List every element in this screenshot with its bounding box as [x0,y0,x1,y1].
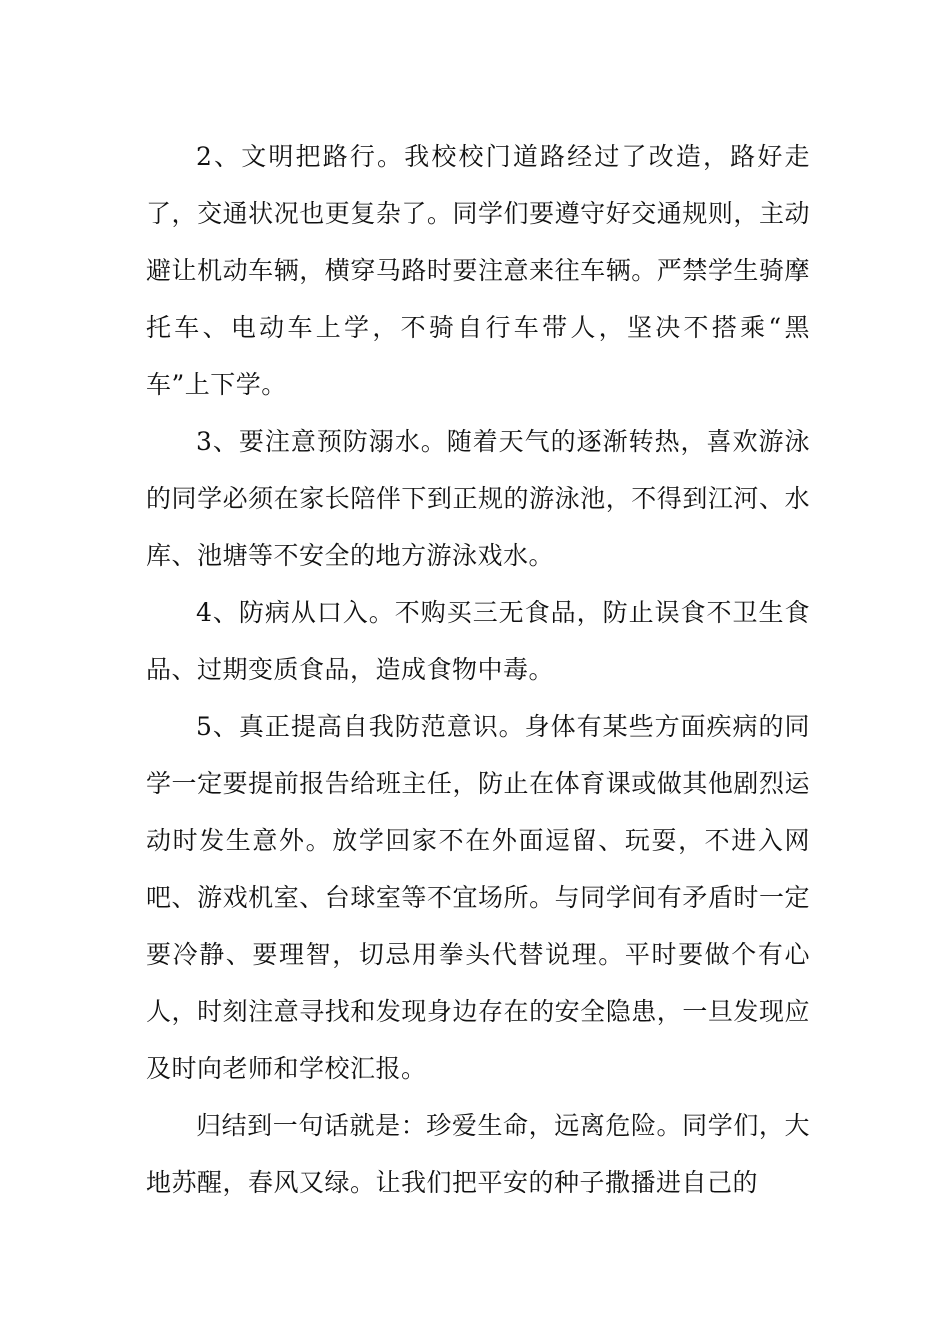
paragraph-food-safety: 4、防病从口入。不购买三无食品，防止误食不卫生食品、过期变质食品，造成食物中毒。 [146,598,810,684]
paragraph-conclusion: 归结到一句话就是：珍爱生命，远离危险。同学们，大地苏醒，春风又绿。让我们把平安的种子撒播进自己的 [146,1111,810,1197]
paragraph-traffic-safety: 2、文明把路行。我校校门道路经过了改造，路好走了，交通状况也更复杂了。同学们要遵守好交通规则，主动避让机动车辆，横穿马路时要注意来往车辆。严禁学生骑摩托车、电动车上学，不骑自行车带人，坚决不搭乘“黑车”上下学。 [146,142,810,399]
paragraph-drowning-prevention: 3、要注意预防溺水。随着天气的逐渐转热，喜欢游泳的同学必须在家长陪伴下到正规的游泳池，不得到江河、水库、池塘等不安全的地方游泳戏水。 [146,427,810,570]
document-body [146,128,810,1211]
paragraph-self-protection: 5、真正提高自我防范意识。身体有某些方面疾病的同学一定要提前报告给班主任，防止在体育课或做其他剧烈运动时发生意外。放学回家不在外面逗留、玩耍，不进入网吧、游戏机室、台球室等不宜场所。与同学间有矛盾时一定要冷静、要理智，切忌用拳头代替说理。平时要做个有心人，时刻注意寻找和发现身边存在的安全隐患，一旦发现应及时向老师和学校汇报。 [146,712,810,1083]
